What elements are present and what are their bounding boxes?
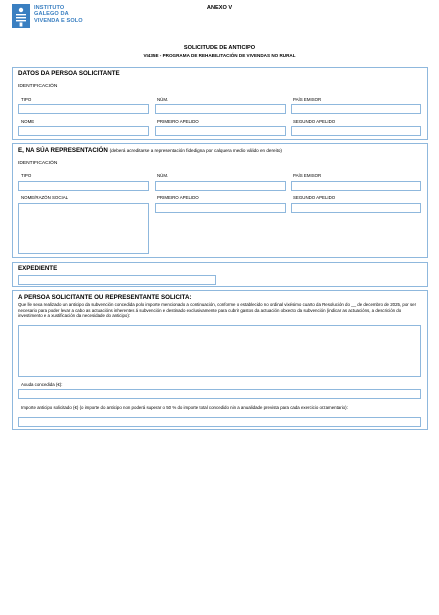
importe-anticipo-label: Importe anticipo solicitado (€) (o importe do anticipo non poderá superar o 50 % do importe total concedido nin a anualidade prevista para cada exercicio orzamentario):	[21, 405, 348, 410]
representative-num-field[interactable]	[155, 181, 286, 191]
representative-pais-field[interactable]	[291, 181, 421, 191]
applicant-segundo-label: SEGUNDO APELIDO	[293, 119, 336, 124]
representative-pais-label: PAÍS EMISOR	[293, 173, 322, 178]
expediente-section	[12, 262, 428, 287]
representative-primeiro-label: PRIMEIRO APELIDO	[157, 195, 199, 200]
applicant-tipo-field[interactable]	[18, 104, 149, 114]
applicant-segundo-field[interactable]	[291, 126, 421, 136]
applicant-pais-field[interactable]	[291, 104, 421, 114]
applicant-num-label: NÚM.	[157, 97, 169, 102]
representative-primeiro-field[interactable]	[155, 203, 286, 213]
applicant-section	[12, 67, 428, 140]
expediente-field[interactable]	[18, 275, 216, 285]
logo-line-3: VIVENDA E SOLO	[34, 17, 83, 24]
representative-section-title	[18, 147, 282, 154]
annex-label: ANEXO V	[206, 5, 233, 11]
applicant-section-title: DATOS DA PERSOA SOLICITANTE	[18, 70, 120, 77]
applicant-identification-label: IDENTIFICACIÓN	[18, 84, 58, 89]
representative-tipo-field[interactable]	[18, 181, 149, 191]
applicant-num-field[interactable]	[155, 104, 286, 114]
applicant-nome-label: NOME	[21, 119, 35, 124]
importe-anticipo-field[interactable]	[18, 417, 421, 427]
request-actuations-textarea[interactable]	[18, 325, 421, 377]
applicant-tipo-label: TIPO	[21, 97, 32, 102]
request-description: Que lle sexa realizado un anticipo da subvención concedida polo importe mencionado a continuación, conforme o establecido no ordinal vixésimo cuarto da Resolución do __ de decembro de 2025, por ser necesario para poder levar a cabo as actuacións inherentes á subvención e destinado exclusivamente para cubrir gastos da actuación obxecto da subvención (indicar as actuacións, a descrición do investimento e a xustificación da necesidade do anticipo):	[18, 302, 417, 319]
representative-num-label: NÚM.	[157, 173, 169, 178]
representative-segundo-field[interactable]	[291, 203, 421, 213]
request-section-title: A PERSOA SOLICITANTE OU REPRESENTANTE SOLICITA:	[18, 294, 192, 301]
representative-nome-field[interactable]	[18, 203, 149, 254]
representative-tipo-label: TIPO	[21, 173, 32, 178]
representative-title-note: (deberá acreditarse a representación fidedigna por calquera medio válido en dereito)	[109, 148, 282, 153]
applicant-nome-field[interactable]	[18, 126, 149, 136]
applicant-pais-label: PAÍS EMISOR	[293, 97, 322, 102]
applicant-primeiro-field[interactable]	[155, 126, 286, 136]
axuda-concedida-field[interactable]	[18, 389, 421, 399]
request-section	[12, 290, 428, 430]
form-title: SOLICITUDE DE ANTICIPO	[183, 45, 256, 51]
logo-line-1: INSTITUTO	[34, 5, 65, 11]
form-subtitle: VI435E - PROGRAMA DE REHABILITACIÓN DE VIVENDAS NO RURAL	[143, 53, 296, 58]
expediente-section-title: EXPEDIENTE	[18, 265, 58, 272]
representative-section	[12, 143, 428, 258]
representative-segundo-label: SEGUNDO APELIDO	[293, 195, 336, 200]
representative-nome-label: NOME/RAZÓN SOCIAL	[21, 195, 69, 200]
applicant-primeiro-label: PRIMEIRO APELIDO	[157, 119, 199, 124]
axuda-concedida-label: Axuda concedida (€):	[21, 382, 63, 387]
representative-identification-label: IDENTIFICACIÓN	[18, 161, 58, 166]
logo-line-2: GALEGO DA	[34, 11, 69, 18]
representative-title-text: E, NA SÚA REPRESENTACIÓN	[18, 147, 108, 154]
